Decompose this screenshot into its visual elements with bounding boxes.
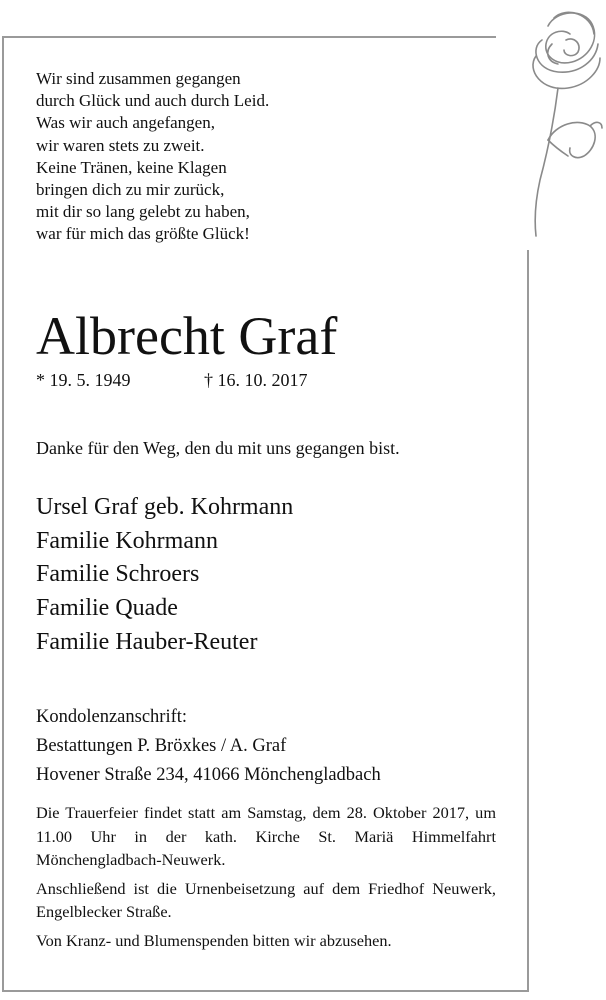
rose-icon [496,0,606,250]
mourners-list [36,491,293,659]
obituary-content [36,68,496,950]
mourner-name: Familie Hauber-Reuter [36,628,258,655]
poem-line: bringen dich zu mir zurück, [36,179,225,199]
poem-line: wir waren stets zu zweit. [36,135,205,155]
service-notice: Die Trauerfeier findet statt am Samstag, dem 28. Oktober 2017, um 11.00 Uhr in der kath. Kirche St. Mariä Himmelfahrt Mönchengladbach-Neuwerk. [36,803,496,869]
poem-line: war für mich das größte Glück! [36,224,250,244]
birth-date: * 19. 5. 1949 [36,370,131,390]
condolence-address [36,703,381,789]
mourner-name: Familie Quade [36,595,178,622]
poem [36,68,496,246]
deceased-name: Albrecht Graf [36,306,338,366]
mourner-name: Ursel Graf geb. Kohrmann [36,494,294,520]
thanks-line: Danke für den Weg, den du mit uns gegangen bist. [36,438,400,458]
condolence-label: Kondolenzanschrift: [36,707,188,727]
mourner-name: Familie Schroers [36,561,200,588]
poem-line: mit dir so lang gelebt zu haben, [36,202,250,222]
street-address: Hovener Straße 234, 41066 Mönchengladbach [36,764,381,785]
service-notices [36,801,496,952]
poem-line: Keine Tränen, keine Klagen [36,157,227,177]
burial-notice: Anschließend ist die Urnenbeisetzung auf dem Friedhof Neuwerk, Engelblecker Straße. [36,878,496,921]
life-dates [36,370,308,391]
death-date: † 16. 10. 2017 [204,370,308,390]
mourner-name: Familie Kohrmann [36,527,218,554]
poem-line: Was wir auch angefangen, [36,113,215,133]
poem-line: Wir sind zusammen gegangen [36,69,241,88]
flowers-notice: Von Kranz- und Blumenspenden bitten wir abzusehen. [36,930,392,950]
poem-line: durch Glück und auch durch Leid. [36,91,270,111]
funeral-home: Bestattungen P. Bröxkes / A. Graf [36,735,287,756]
